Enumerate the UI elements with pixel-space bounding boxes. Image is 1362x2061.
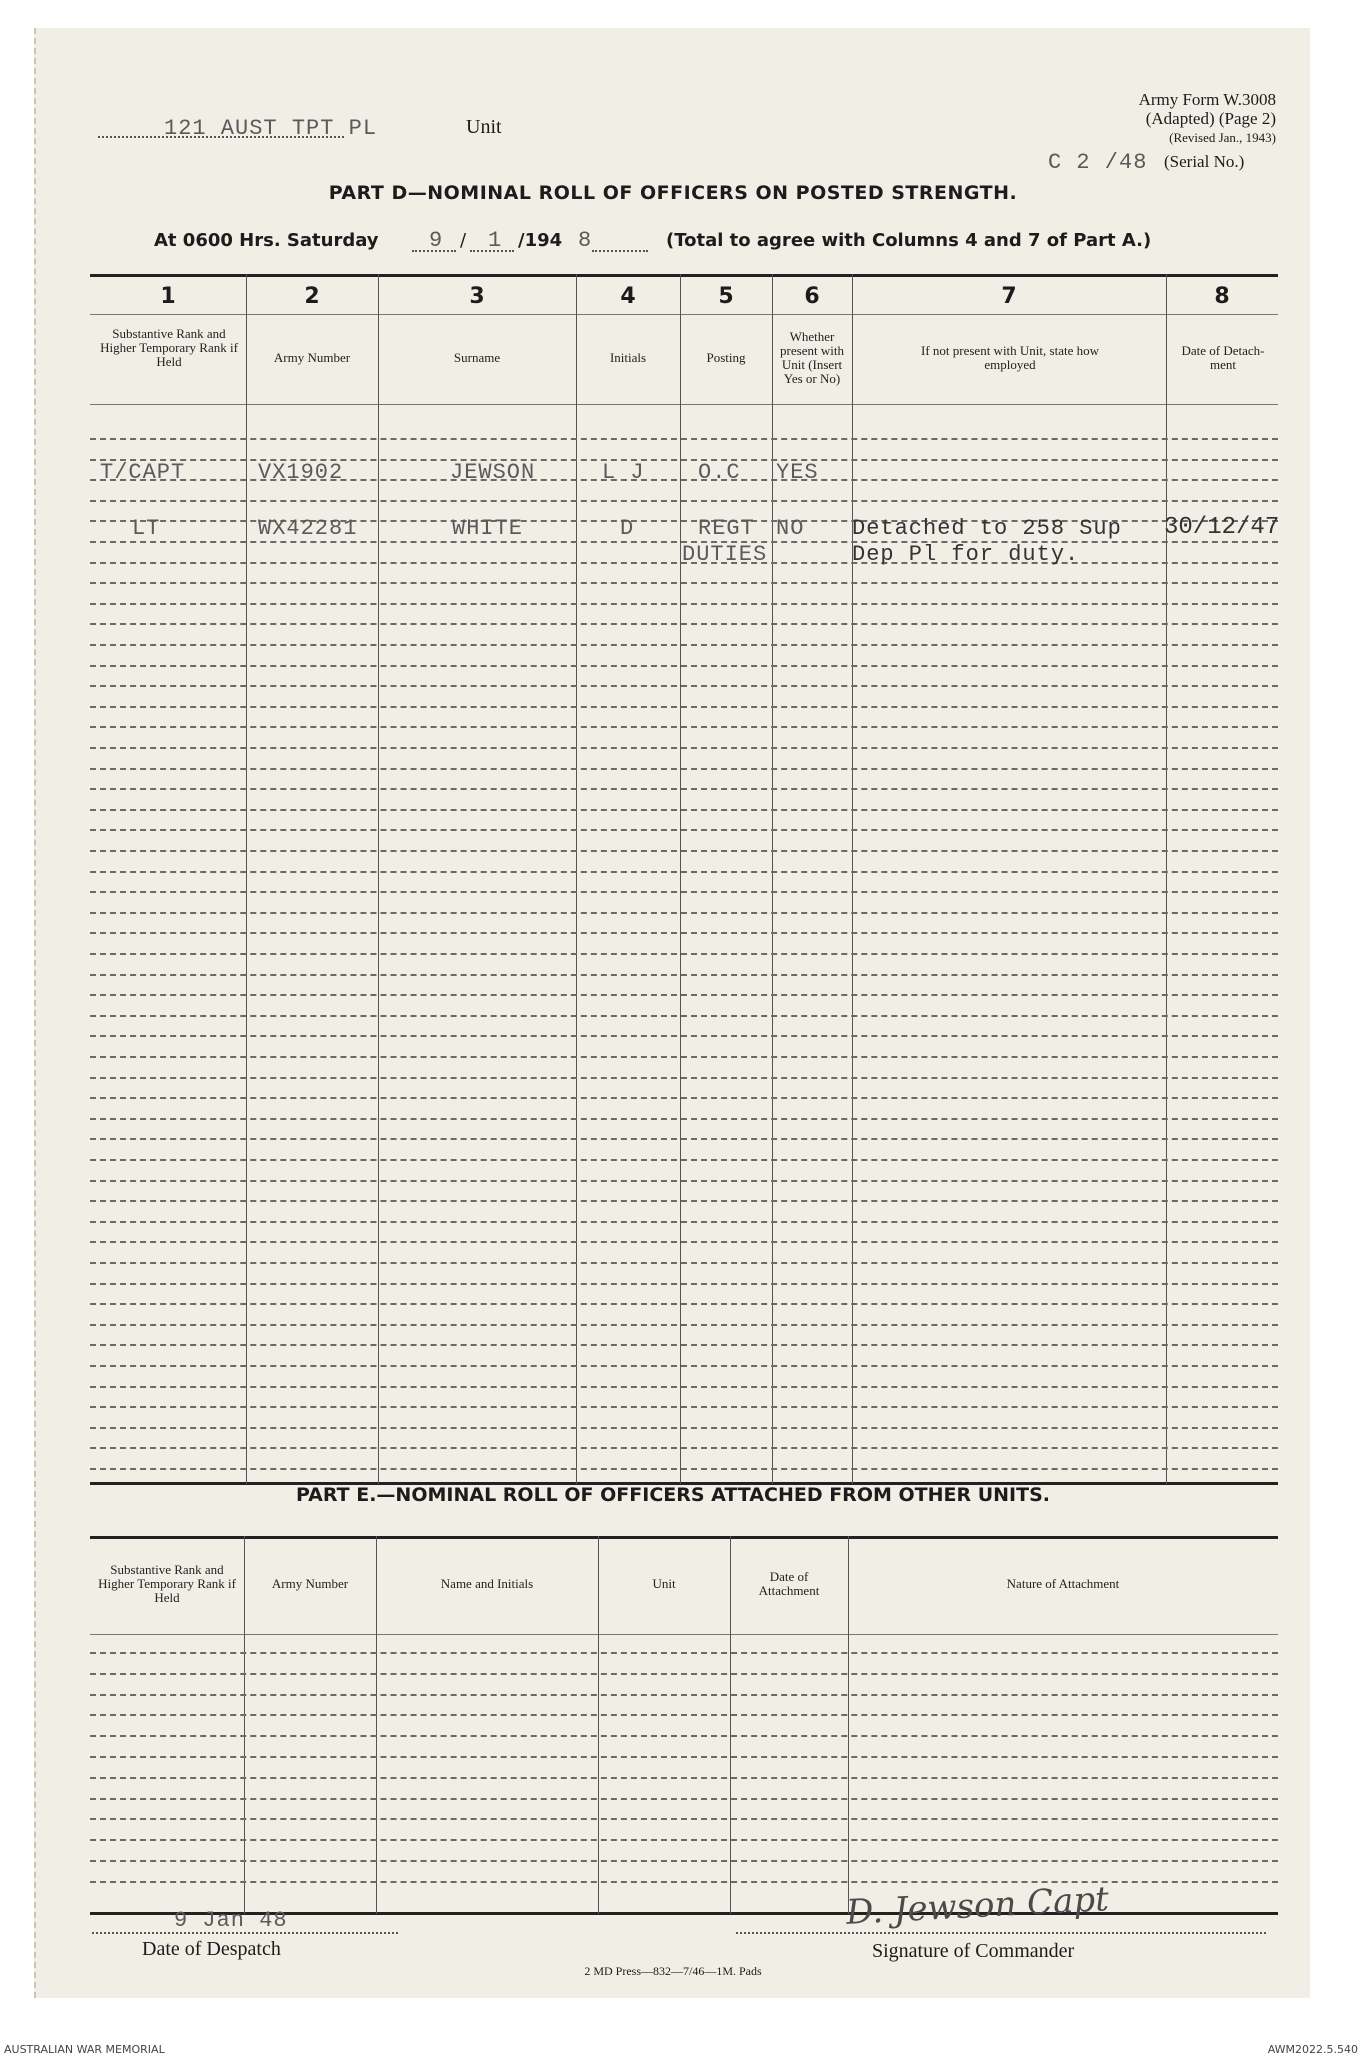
ruled-line xyxy=(90,1673,1278,1675)
row1-present: YES xyxy=(776,460,819,485)
date-slash: / xyxy=(460,230,467,251)
ruled-line xyxy=(90,1798,1278,1800)
ruled-line xyxy=(90,1818,1278,1820)
ruled-line xyxy=(90,1365,1278,1367)
archive-right: AWM2022.5.540 xyxy=(1267,2043,1358,2056)
colnum-8: 8 xyxy=(1214,284,1230,309)
ruled-line xyxy=(90,1241,1278,1243)
ruled-line xyxy=(90,1386,1278,1388)
ruled-line xyxy=(90,1138,1278,1140)
row2-present: NO xyxy=(776,516,805,541)
ruled-line xyxy=(90,1427,1278,1429)
e-hdr-unit: Unit xyxy=(652,1576,676,1591)
ruled-line xyxy=(90,1035,1278,1037)
hdr-army-number: Army Number xyxy=(273,350,351,365)
part-d-title: PART D—NOMINAL ROLL OF OFFICERS ON POSTED STRENGTH. xyxy=(328,182,1018,204)
row2-surname: WHITE xyxy=(452,516,524,541)
ruled-line xyxy=(90,1159,1278,1161)
row1-rank: T/CAPT xyxy=(100,460,186,485)
colnum-2: 2 xyxy=(304,284,320,309)
date-month: 1 xyxy=(488,228,503,253)
form-id-line2: (Adapted) (Page 2) xyxy=(1145,109,1276,128)
e-hdr-rank: Substantive Rank and Higher Temporary Rank if Held xyxy=(98,1562,236,1605)
ruled-line xyxy=(90,1303,1278,1305)
e-hdr-army-number: Army Number xyxy=(271,1576,349,1591)
ruled-line xyxy=(90,1283,1278,1285)
ruled-line xyxy=(90,1262,1278,1264)
hdr-surname: Surname xyxy=(453,350,501,365)
colnum-1: 1 xyxy=(160,284,176,309)
ruled-line xyxy=(90,1694,1278,1696)
row2-detachment-date: 30/12/47 xyxy=(1164,514,1280,541)
ruled-line xyxy=(90,1118,1278,1120)
row2-posting: REGT xyxy=(698,516,755,541)
part-d-table xyxy=(90,274,1278,1486)
ruled-line xyxy=(90,1015,1278,1017)
ruled-line xyxy=(90,1468,1278,1470)
unit-label: Unit xyxy=(466,116,502,138)
commander-signature: D. Jewson Capt xyxy=(845,1879,1110,1933)
row1-initials: L J xyxy=(602,460,645,485)
part-e-table xyxy=(90,1536,1278,1914)
ruled-line xyxy=(90,1344,1278,1346)
row1-army-number: VX1902 xyxy=(258,460,344,485)
ruled-line xyxy=(90,706,1278,708)
hdr-employed: If not present with Unit, state how employed xyxy=(921,343,1099,372)
hdr-detachment: Date of Detach-ment xyxy=(1181,343,1265,372)
col-divider xyxy=(376,1536,377,1914)
e-hdr-name: Name and Initials xyxy=(440,1576,534,1591)
date-year: /194 xyxy=(518,230,563,251)
ruled-line xyxy=(90,1735,1278,1737)
row2-employment: Detached to 258 Sup xyxy=(852,516,1122,541)
form-id-line3: (Revised Jan., 1943) xyxy=(1169,130,1276,145)
ruled-line xyxy=(90,768,1278,770)
colnum-3: 3 xyxy=(469,284,485,309)
date-day: 9 xyxy=(429,228,444,253)
header-rule xyxy=(90,1634,1278,1635)
ruled-line xyxy=(90,665,1278,667)
e-hdr-date: Date of Attachment xyxy=(758,1569,820,1598)
ruled-line xyxy=(90,1200,1278,1202)
ruled-line xyxy=(90,953,1278,955)
ruled-line xyxy=(90,1756,1278,1758)
row1-posting: O.C xyxy=(698,460,741,485)
colnum-rule xyxy=(90,314,1278,315)
col-divider xyxy=(848,1536,849,1914)
date-prefix: At 0600 Hrs. Saturday xyxy=(154,230,379,251)
serial-label: (Serial No.) xyxy=(1164,152,1245,171)
ruled-line xyxy=(90,644,1278,646)
header-rule xyxy=(90,404,1278,405)
printer-imprint: 2 MD Press—832—7/46—1M. Pads xyxy=(584,1964,762,1978)
row2-posting-line2: DUTIES xyxy=(682,542,768,567)
ruled-line xyxy=(90,1056,1278,1058)
ruled-line xyxy=(90,932,1278,934)
ruled-line xyxy=(90,438,1278,440)
ruled-line xyxy=(90,726,1278,728)
ruled-line xyxy=(90,1097,1278,1099)
ruled-line xyxy=(90,850,1278,852)
ruled-line xyxy=(90,1714,1278,1716)
top-rule xyxy=(90,1536,1278,1539)
row1-surname: JEWSON xyxy=(450,460,536,485)
part-e-title: PART E.—NOMINAL ROLL OF OFFICERS ATTACHED FROM OTHER UNITS. xyxy=(296,1484,1050,1506)
ruled-line xyxy=(90,1077,1278,1079)
ruled-line xyxy=(90,747,1278,749)
ruled-line xyxy=(90,685,1278,687)
ruled-line xyxy=(90,1839,1278,1841)
serial-value: C 2 /48 xyxy=(1048,150,1148,175)
hdr-rank: Substantive Rank and Higher Temporary Rank if Held xyxy=(100,326,238,369)
year-dotted-line xyxy=(592,250,648,252)
colnum-7: 7 xyxy=(1001,284,1017,309)
archive-left: AUSTRALIAN WAR MEMORIAL xyxy=(4,2043,165,2056)
despatch-date-value: 9 Jan 48 xyxy=(174,1908,288,1933)
hdr-initials: Initials xyxy=(609,350,647,365)
date-year-typed: 8 xyxy=(578,228,593,253)
row2-army-number: WX42281 xyxy=(258,516,358,541)
unit-value: 121 AUST TPT PL xyxy=(164,116,378,141)
ruled-line xyxy=(90,891,1278,893)
form-sheet xyxy=(34,28,1310,1998)
ruled-line xyxy=(90,1180,1278,1182)
ruled-line xyxy=(90,1777,1278,1779)
ruled-line xyxy=(90,1221,1278,1223)
ruled-line xyxy=(90,1406,1278,1408)
ruled-line xyxy=(90,994,1278,996)
row2-employment-line2: Dep Pl for duty. xyxy=(852,542,1080,567)
form-id xyxy=(1139,90,1276,147)
hdr-posting: Posting xyxy=(706,350,746,365)
colnum-4: 4 xyxy=(620,284,636,309)
ruled-line xyxy=(90,1652,1278,1654)
ruled-line xyxy=(90,788,1278,790)
row2-initials: D xyxy=(620,516,635,541)
ruled-line xyxy=(90,1447,1278,1449)
top-rule xyxy=(90,274,1278,277)
colnum-5: 5 xyxy=(718,284,734,309)
total-note: (Total to agree with Columns 4 and 7 of Part A.) xyxy=(666,230,1152,251)
col-divider xyxy=(244,1536,245,1914)
col-divider xyxy=(598,1536,599,1914)
signature-label: Signature of Commander xyxy=(872,1940,1075,1962)
archive-footer xyxy=(0,2037,1362,2061)
ruled-line xyxy=(90,582,1278,584)
e-hdr-nature: Nature of Attachment xyxy=(1006,1576,1120,1591)
colnum-6: 6 xyxy=(804,284,820,309)
hdr-present: Whether present with Unit (Insert Yes or No) xyxy=(780,329,844,386)
signature-dotted-line xyxy=(736,1932,1266,1934)
despatch-dotted-line xyxy=(92,1932,398,1934)
despatch-label: Date of Despatch xyxy=(142,1938,281,1960)
ruled-line xyxy=(90,871,1278,873)
ruled-line xyxy=(90,603,1278,605)
ruled-line xyxy=(90,623,1278,625)
form-id-line1: Army Form W.3008 xyxy=(1138,90,1276,109)
col-divider xyxy=(730,1536,731,1914)
ruled-line xyxy=(90,829,1278,831)
ruled-line xyxy=(90,912,1278,914)
row2-rank: LT xyxy=(132,516,161,541)
ruled-line xyxy=(90,809,1278,811)
ruled-line xyxy=(90,1860,1278,1862)
ruled-line xyxy=(90,1324,1278,1326)
ruled-line xyxy=(90,974,1278,976)
ruled-line xyxy=(90,500,1278,502)
